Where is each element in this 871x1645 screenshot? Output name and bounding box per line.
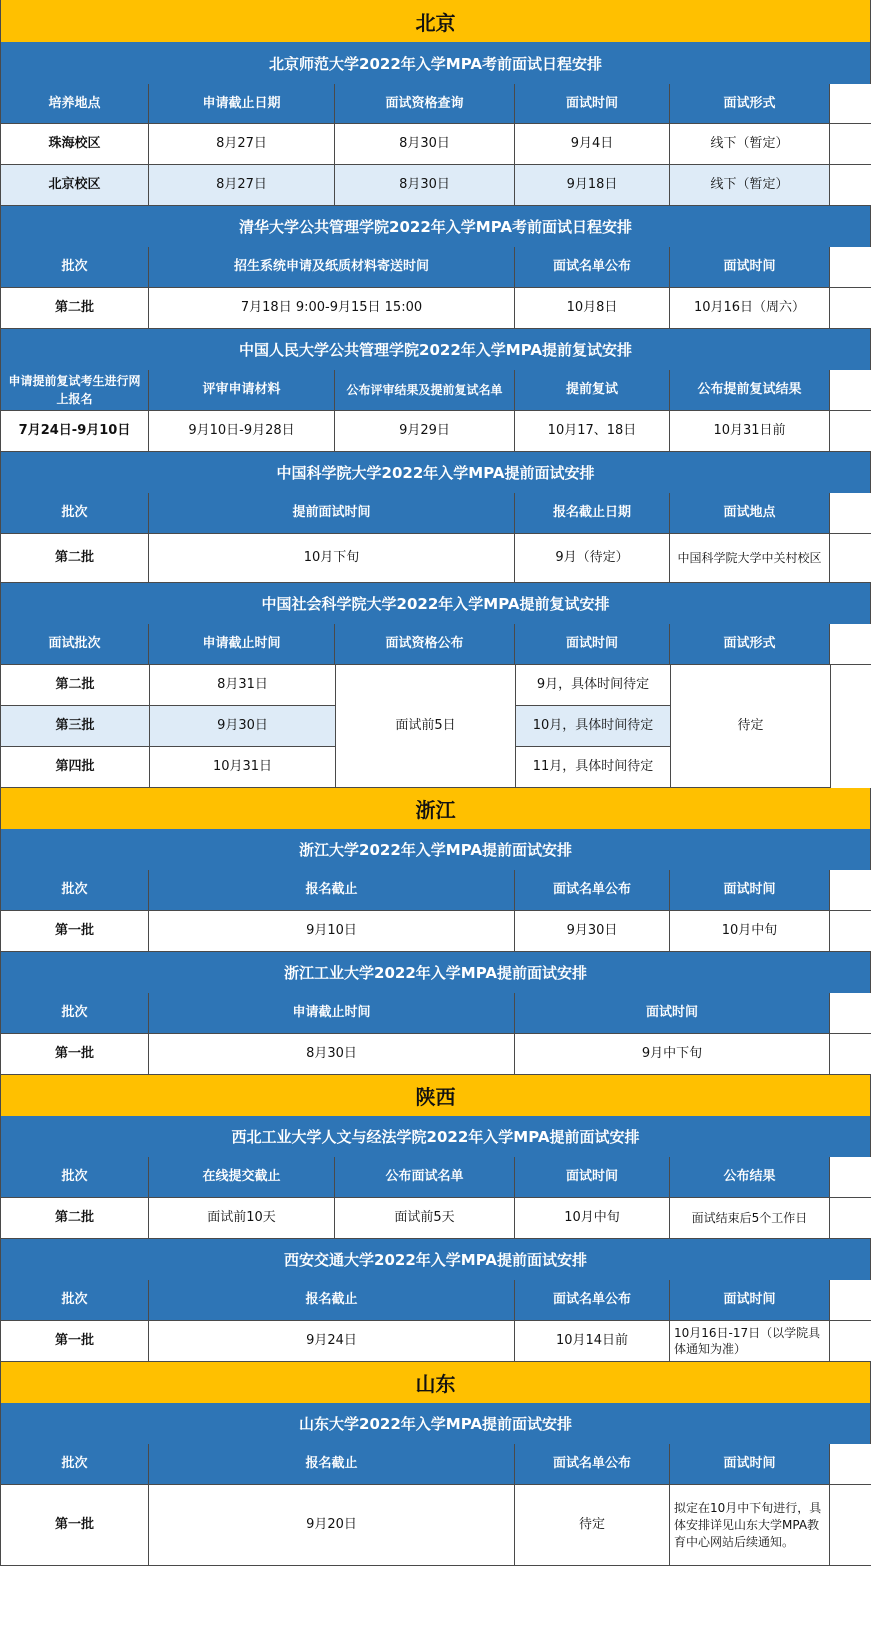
header-row-zjut xyxy=(0,993,871,1034)
data-cell: 9月30日 xyxy=(515,911,670,951)
data-cell: 8月30日 xyxy=(149,1034,515,1074)
header-cell: 面试名单公布 xyxy=(515,247,670,287)
table-row xyxy=(0,411,871,452)
table-row xyxy=(0,288,871,329)
batch-cell: 第二批 xyxy=(1,665,150,706)
batch-cell: 第二批 xyxy=(0,534,149,582)
header-row-bnu xyxy=(0,84,871,124)
header-cell: 面试形式 xyxy=(670,624,830,664)
header-row-zju xyxy=(0,870,871,911)
region-beijing: 北京 xyxy=(0,0,871,42)
batch-cell: 第二批 xyxy=(0,288,149,328)
header-cell: 批次 xyxy=(0,1157,149,1197)
header-row-ruc xyxy=(0,370,871,411)
header-cell: 公布面试名单 xyxy=(335,1157,515,1197)
data-cell: 9月，具体时间待定 xyxy=(516,665,671,706)
data-cell: 9月30日 xyxy=(150,706,336,747)
data-cell: 中国科学院大学中关村校区 xyxy=(670,534,830,582)
data-cell: 10月14日前 xyxy=(515,1321,670,1361)
header-cell: 在线提交截止 xyxy=(149,1157,335,1197)
table-row xyxy=(0,1034,871,1075)
batch-cell: 第二批 xyxy=(0,1198,149,1238)
data-cell: 10月17、18日 xyxy=(515,411,670,451)
header-cell: 提前面试时间 xyxy=(149,493,515,533)
header-cell: 面试时间 xyxy=(515,624,670,664)
header-row-ucas xyxy=(0,493,871,534)
header-cell: 面试地点 xyxy=(670,493,830,533)
header-cell: 批次 xyxy=(0,1280,149,1320)
batch-cell: 第四批 xyxy=(1,747,150,788)
cass-body xyxy=(0,665,830,788)
data-cell: 8月27日 xyxy=(149,165,335,205)
campus-cell: 珠海校区 xyxy=(0,124,149,164)
table-row xyxy=(0,1485,871,1566)
header-cell: 提前复试 xyxy=(515,370,670,410)
table-title-zjut: 浙江工业大学2022年入学MPA提前面试安排 xyxy=(0,952,871,993)
header-cell: 报名截止日期 xyxy=(515,493,670,533)
data-cell: 10月31日 xyxy=(150,747,336,788)
header-cell: 面试名单公布 xyxy=(515,1444,670,1484)
header-cell: 面试时间 xyxy=(670,247,830,287)
table-row xyxy=(0,1198,871,1239)
data-cell: 面试结束后5个工作日 xyxy=(670,1198,830,1238)
format-cell: 待定 xyxy=(671,665,831,788)
header-cell: 面试时间 xyxy=(515,84,670,123)
header-row-cass xyxy=(0,624,871,665)
table-row xyxy=(0,124,871,165)
header-cell: 公布结果 xyxy=(670,1157,830,1197)
header-cell: 批次 xyxy=(0,993,149,1033)
table-title-sdu: 山东大学2022年入学MPA提前面试安排 xyxy=(0,1403,871,1444)
qualification-cell: 面试前5日 xyxy=(336,665,516,788)
data-cell: 待定 xyxy=(515,1485,670,1565)
region-zhejiang: 浙江 xyxy=(0,788,871,829)
data-cell: 9月（待定） xyxy=(515,534,670,582)
header-row-tsinghua xyxy=(0,247,871,288)
data-cell: 面试前5天 xyxy=(335,1198,515,1238)
data-cell: 9月18日 xyxy=(515,165,670,205)
header-cell: 面试形式 xyxy=(670,84,830,123)
data-cell: 拟定在10月中下旬进行，具体安排详见山东大学MPA教育中心网站后续通知。 xyxy=(670,1485,830,1565)
data-cell: 9月24日 xyxy=(149,1321,515,1361)
batch-cell: 第一批 xyxy=(0,1034,149,1074)
header-cell: 申请提前复试考生进行网上报名 xyxy=(0,370,149,410)
batch-cell: 第三批 xyxy=(1,706,150,747)
data-cell: 10月16日-17日（以学院具体通知为准） xyxy=(670,1321,830,1361)
table-row xyxy=(0,165,871,206)
header-cell: 报名截止 xyxy=(149,1444,515,1484)
table-title-tsinghua: 清华大学公共管理学院2022年入学MPA考前面试日程安排 xyxy=(0,206,871,247)
header-cell: 培养地点 xyxy=(0,84,149,123)
data-cell: 9月10日 xyxy=(149,911,515,951)
table-row xyxy=(0,1321,871,1362)
header-cell: 申请截止时间 xyxy=(149,624,335,664)
batch-cell: 第一批 xyxy=(0,911,149,951)
data-cell: 8月30日 xyxy=(335,124,515,164)
header-cell: 面试时间 xyxy=(515,1157,670,1197)
table-row xyxy=(0,534,871,583)
header-cell: 报名截止 xyxy=(149,1280,515,1320)
header-cell: 面试名单公布 xyxy=(515,1280,670,1320)
data-cell: 10月中旬 xyxy=(515,1198,670,1238)
header-cell: 公布评审结果及提前复试名单 xyxy=(335,370,515,410)
data-cell: 9月10日-9月28日 xyxy=(149,411,335,451)
header-cell: 面试资格公布 xyxy=(335,624,515,664)
data-cell: 10月8日 xyxy=(515,288,670,328)
table-title-ruc: 中国人民大学公共管理学院2022年入学MPA提前复试安排 xyxy=(0,329,871,370)
header-cell: 批次 xyxy=(0,870,149,910)
table-title-bnu: 北京师范大学2022年入学MPA考前面试日程安排 xyxy=(0,42,871,84)
header-cell: 报名截止 xyxy=(149,870,515,910)
table-title-xjtu: 西安交通大学2022年入学MPA提前面试安排 xyxy=(0,1239,871,1280)
campus-cell: 北京校区 xyxy=(0,165,149,205)
table-title-ucas: 中国科学院大学2022年入学MPA提前面试安排 xyxy=(0,452,871,493)
data-cell: 10月31日前 xyxy=(670,411,830,451)
table-row xyxy=(0,911,871,952)
batch-cell: 第一批 xyxy=(0,1321,149,1361)
data-cell: 10月，具体时间待定 xyxy=(516,706,671,747)
header-cell: 公布提前复试结果 xyxy=(670,370,830,410)
table-title-nwpu: 西北工业大学人文与经法学院2022年入学MPA提前面试安排 xyxy=(0,1116,871,1157)
header-cell: 批次 xyxy=(0,1444,149,1484)
header-row-nwpu xyxy=(0,1157,871,1198)
region-shaanxi: 陕西 xyxy=(0,1075,871,1116)
data-cell: 11月，具体时间待定 xyxy=(516,747,671,788)
data-cell: 面试前10天 xyxy=(149,1198,335,1238)
data-cell: 10月中旬 xyxy=(670,911,830,951)
header-cell: 招生系统申请及纸质材料寄送时间 xyxy=(149,247,515,287)
header-cell: 面试时间 xyxy=(515,993,830,1033)
table-title-zju: 浙江大学2022年入学MPA提前面试安排 xyxy=(0,829,871,870)
data-cell: 线下（暂定） xyxy=(670,165,830,205)
header-cell: 面试批次 xyxy=(0,624,149,664)
data-cell: 8月30日 xyxy=(335,165,515,205)
header-row-sdu xyxy=(0,1444,871,1485)
header-cell: 面试时间 xyxy=(670,1444,830,1484)
data-cell: 8月27日 xyxy=(149,124,335,164)
data-cell: 9月20日 xyxy=(149,1485,515,1565)
header-cell: 面试资格查询 xyxy=(335,84,515,123)
table-title-cass: 中国社会科学院大学2022年入学MPA提前复试安排 xyxy=(0,583,871,624)
header-cell: 申请截止日期 xyxy=(149,84,335,123)
data-cell: 10月下旬 xyxy=(149,534,515,582)
header-row-xjtu xyxy=(0,1280,871,1321)
header-cell: 批次 xyxy=(0,247,149,287)
header-cell: 申请截止时间 xyxy=(149,993,515,1033)
data-cell: 9月中下旬 xyxy=(515,1034,830,1074)
header-cell: 批次 xyxy=(0,493,149,533)
data-cell: 7月24日-9月10日 xyxy=(0,411,149,451)
data-cell: 9月29日 xyxy=(335,411,515,451)
header-cell: 评审申请材料 xyxy=(149,370,335,410)
header-cell: 面试名单公布 xyxy=(515,870,670,910)
data-cell: 8月31日 xyxy=(150,665,336,706)
data-cell: 10月16日（周六） xyxy=(670,288,830,328)
data-cell: 7月18日 9:00-9月15日 15:00 xyxy=(149,288,515,328)
batch-cell: 第一批 xyxy=(0,1485,149,1565)
header-cell: 面试时间 xyxy=(670,870,830,910)
region-shandong: 山东 xyxy=(0,1362,871,1403)
data-cell: 9月4日 xyxy=(515,124,670,164)
header-cell: 面试时间 xyxy=(670,1280,830,1320)
data-cell: 线下（暂定） xyxy=(670,124,830,164)
